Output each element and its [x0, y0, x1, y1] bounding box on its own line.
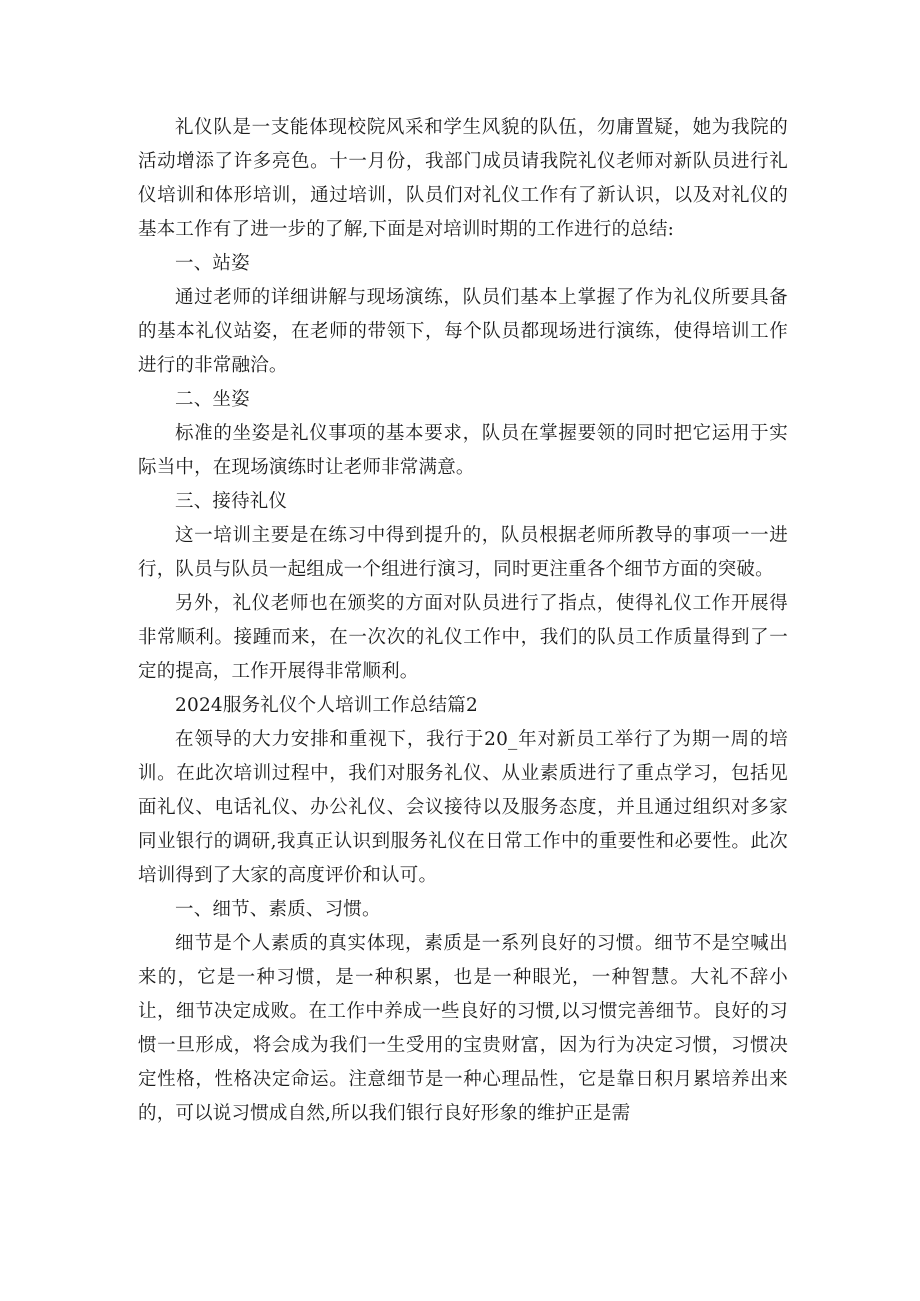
paragraph-additional: 另外，礼仪老师也在颁奖的方面对队员进行了指点，使得礼仪工作开展得非常顺利。接踵而来，在一次次的礼仪工作中，我们的队员工作质量得到了一定的提高，工作开展得非常顺利。 — [138, 593, 788, 682]
paragraph-sitting-posture: 标准的坐姿是礼仪事项的基本要求，队员在掌握要领的同时把它运用于实际当中，在现场演练时让老师非常满意。 — [138, 423, 788, 478]
document-body — [138, 111, 788, 1131]
heading-reception-etiquette: 三、接待礼仪 — [175, 491, 288, 512]
section-title-part-2: 2024服务礼仪个人培训工作总结篇2 — [175, 695, 478, 716]
paragraph-standing-posture: 通过老师的详细讲解与现场演练，队员们基本上掌握了作为礼仪所要具备的基本礼仪站姿，在老师的带领下，每个队员都现场进行演练，使得培训工作进行的非常融洽。 — [138, 287, 788, 376]
heading-sitting-posture: 二、坐姿 — [175, 389, 250, 410]
paragraph-reception-etiquette: 这一培训主要是在练习中得到提升的，队员根据老师所教导的事项一一进行，队员与队员一起组成一个组进行演习，同时更注重各个细节方面的突破。 — [138, 525, 788, 580]
heading-standing-posture: 一、站姿 — [175, 253, 250, 274]
heading-details-quality-habits: 一、细节、素质、习惯。 — [175, 899, 381, 920]
paragraph-details: 细节是个人素质的真实体现，素质是一系列良好的习惯。细节不是空喊出来的，它是一种习惯，是一种积累，也是一种眼光，一种智慧。大礼不辞小让，细节决定成败。在工作中养成一些良好的习惯,以习惯完善细节。良好的习惯一旦形成，将会成为我们一生受用的宝贵财富，因为行为决定习惯，习惯决定性格，性格决定命运。注意细节是一种心理品性，它是靠日积月累培养出来的，可以说习惯成自然,所以我们银行良好形象的维护正是需 — [138, 933, 788, 1124]
paragraph-training-overview: 在领导的大力安排和重视下，我行于20_年对新员工举行了为期一周的培训。在此次培训过程中，我们对服务礼仪、从业素质进行了重点学习，包括见面礼仪、电话礼仪、办公礼仪、会议接待以及服务态度，并且通过组织对多家同业银行的调研,我真正认识到服务礼仪在日常工作中的重要性和必要性。此次培训得到了大家的高度评价和认可。 — [138, 729, 788, 886]
paragraph-intro: 礼仪队是一支能体现校院风采和学生风貌的队伍，勿庸置疑，她为我院的活动增添了许多亮色。十一月份，我部门成员请我院礼仪老师对新队员进行礼仪培训和体形培训，通过培训，队员们对礼仪工作有了新认识，以及对礼仪的基本工作有了进一步的了解,下面是对培训时期的工作进行的总结: — [138, 117, 788, 240]
